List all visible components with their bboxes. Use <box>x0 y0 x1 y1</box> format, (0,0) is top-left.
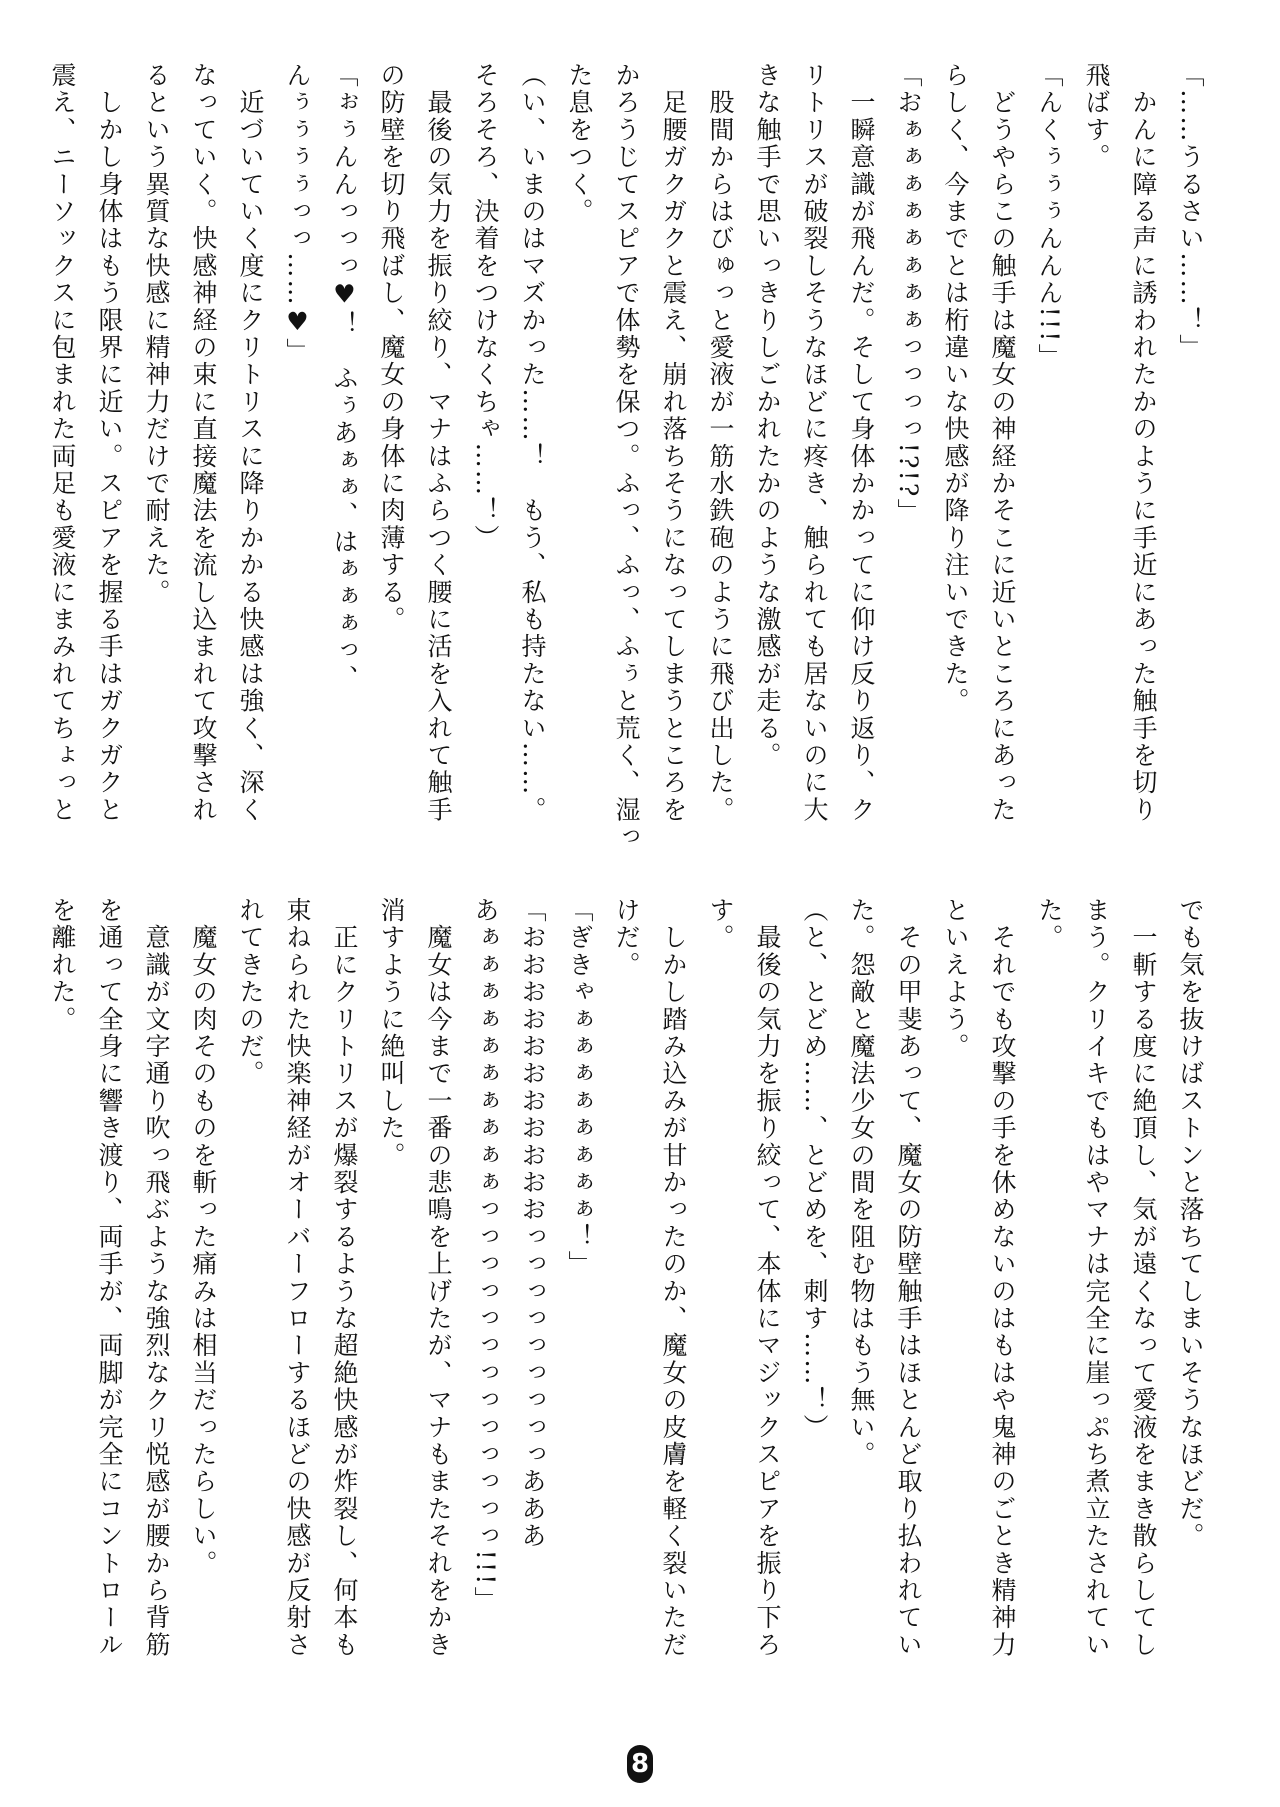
lower-text-tier <box>39 897 1214 1697</box>
text-line: を離れた。 <box>48 897 77 1033</box>
text-line: でも気を抜けばストンと落ちてしまいそうなほどだ。 <box>1176 897 1205 1550</box>
text-line: 「ぉぅんんっっっ♥！ ふぅあぁぁ、はぁぁぁっ、 <box>330 62 359 692</box>
text-line: しかし身体はもう限界に近い。スピアを握る手はガクガクと <box>95 62 124 824</box>
text-line: た。怨敵と魔法少女の間を阻む物はもう無い。 <box>847 897 876 1469</box>
text-line: 「ぎきゃぁぁぁぁぁぁぁぁ！」 <box>565 897 594 1278</box>
text-line: 震え、ニーソックスに包まれた両足も愛液にまみれてちょっと <box>48 62 77 824</box>
text-line: かろうじてスピアで体勢を保つ。ふっ、ふっ、ふぅと荒く、湿っ <box>612 62 641 851</box>
text-line: 消すように絶叫した。 <box>377 897 406 1169</box>
text-line: んぅぅぅぅっっ……♥」 <box>283 62 312 366</box>
text-line: 足腰ガクガクと震え、崩れ落ちそうになってしまうところを <box>659 62 688 824</box>
text-line: まう。クリイキでもはやマナは完全に崖っぷち煮立たされてい <box>1082 897 1111 1659</box>
text-line: あぁぁぁぁぁぁぁぁぁぁっっっっっっっっっっっっっ!!!」 <box>471 897 500 1614</box>
text-line: を通って全身に響き渡り、両手が、両脚が完全にコントロール <box>95 897 124 1659</box>
text-line: リトリスが破裂しそうなほどに疼き、触られても居ないのに大 <box>800 62 829 824</box>
text-line: けだ。 <box>612 897 641 979</box>
text-line: す。 <box>706 897 735 952</box>
text-line: 魔女の肉そのものを斬った痛みは相当だったらしい。 <box>189 897 218 1577</box>
page-number: 8 <box>627 1745 653 1783</box>
text-line: た。 <box>1035 897 1064 952</box>
text-line: その甲斐あって、魔女の防壁触手はほとんど取り払われてい <box>894 897 923 1659</box>
text-line: なっていく。快感神経の束に直接魔法を流し込まれて攻撃され <box>189 62 218 824</box>
text-line: 「んくぅぅぅんんん!!!」 <box>1035 62 1064 371</box>
text-line: るという異質な快感に精神力だけで耐えた。 <box>142 62 171 606</box>
upper-text-tier <box>39 62 1214 862</box>
text-line: 最後の気力を振り絞り、マナはふらつく腰に活を入れて触手 <box>424 62 453 824</box>
text-line: れてきたのだ。 <box>236 897 265 1088</box>
text-line: 「……うるさい……！」 <box>1176 62 1205 362</box>
text-line: （と、とどめ……、とどめを、刺す……！） <box>800 897 829 1441</box>
text-line: どうやらこの触手は魔女の神経かそこに近いところにあった <box>988 62 1017 824</box>
text-line: 最後の気力を振り絞って、本体にマジックスピアを振り下ろ <box>753 897 782 1659</box>
text-line: それでも攻撃の手を休めないのはもはや鬼神のごとき精神力 <box>988 897 1017 1659</box>
text-line: 正にクリトリスが爆裂するような超絶快感が炸裂し、何本も <box>330 897 359 1659</box>
text-line: しかし踏み込みが甘かったのか、魔女の皮膚を軽く裂いただ <box>659 897 688 1659</box>
text-line: 飛ばす。 <box>1082 62 1111 171</box>
text-line: 意識が文字通り吹っ飛ぶような強烈なクリ悦感が腰から背筋 <box>142 897 171 1659</box>
text-line: 股間からはびゅっと愛液が一筋水鉄砲のように飛び出した。 <box>706 62 735 824</box>
text-line: た息をつく。 <box>565 62 594 226</box>
text-line: そろそろ、決着をつけなくちゃ……！） <box>471 62 500 552</box>
text-line: （い、いまのはマズかった……！ もう、私も持たない……。 <box>518 62 547 824</box>
text-line: 束ねられた快楽神経がオーバーフローするほどの快感が反射さ <box>283 897 312 1659</box>
text-line: らしく、今までとは桁違いな快感が降り注いできた。 <box>941 62 970 715</box>
text-line: 一斬する度に絶頂し、気が遠くなって愛液をまき散らしてし <box>1129 897 1158 1659</box>
text-line: 近づいていく度にクリトリスに降りかかる快感は強く、深く <box>236 62 265 824</box>
text-line: といえよう。 <box>941 897 970 1061</box>
text-line: 「おぁぁぁぁぁぁぁぁっっっっ!?!?」 <box>894 62 923 526</box>
text-line: かんに障る声に誘われたかのように手近にあった触手を切り <box>1129 62 1158 824</box>
text-line: 魔女は今まで一番の悲鳴を上げたが、マナもまたそれをかき <box>424 897 453 1659</box>
text-line: 一瞬意識が飛んだ。そして身体かかってに仰け反り返り、ク <box>847 62 876 824</box>
text-line: きな触手で思いっきりしごかれたかのような激感が走る。 <box>753 62 782 770</box>
text-line: 「おおおおおおおおおおおっっっっっっっっっあああ <box>518 897 547 1550</box>
text-line: の防壁を切り飛ばし、魔女の身体に肉薄する。 <box>377 62 406 634</box>
